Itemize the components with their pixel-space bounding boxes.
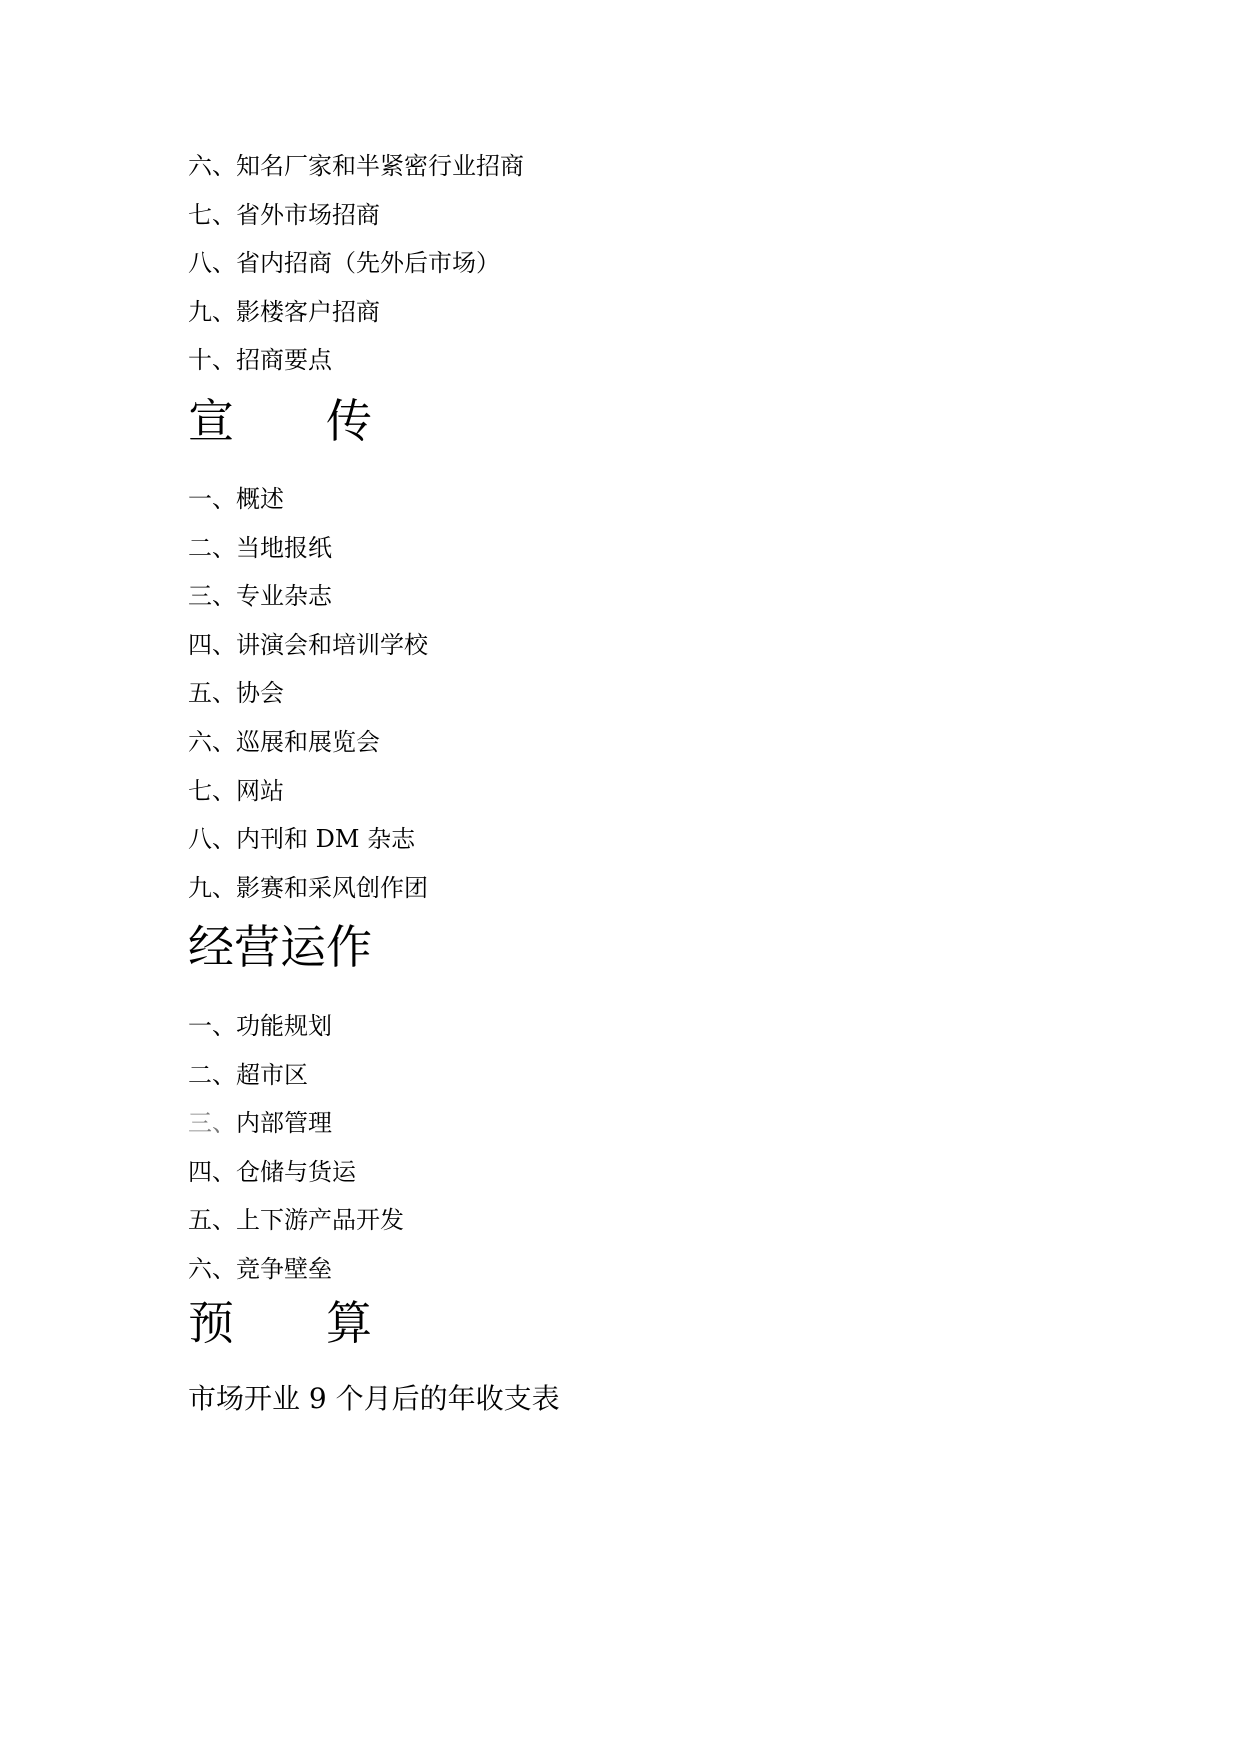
list-item: 六、知名厂家和半紧密行业招商 [188, 152, 524, 180]
investment-list [188, 142, 524, 385]
list-item: 六、巡展和展览会 [188, 727, 380, 756]
list-item: 三、专业杂志 [188, 582, 332, 611]
operations-list [188, 1002, 404, 1294]
list-item: 五、协会 [188, 679, 284, 708]
budget-description: 市场开业 9 个月后的年收支表 [188, 1382, 560, 1415]
list-item: 五、上下游产品开发 [188, 1206, 404, 1235]
list-item: 一、功能规划 [188, 1012, 332, 1040]
list-item: 七、省外市场招商 [188, 200, 380, 229]
list-item: 二、当地报纸 [188, 533, 332, 562]
list-item: 一、概述 [188, 485, 284, 513]
list-item: 二、超市区 [188, 1060, 308, 1089]
list-item: 十、招商要点 [188, 346, 332, 375]
list-item: 六、竞争壁垒 [188, 1254, 332, 1283]
list-item: 七、网站 [188, 776, 284, 805]
list-item: 九、影赛和采风创作团 [188, 873, 428, 902]
publicity-list [188, 475, 428, 912]
list-item: 四、讲演会和培训学校 [188, 630, 428, 659]
list-item: 三、内部管理 [188, 1109, 332, 1138]
list-item: 八、内刊和 DM 杂志 [188, 825, 416, 854]
section-heading-budget: 预算 [188, 1296, 464, 1350]
section-heading-operations: 经营运作 [188, 920, 372, 974]
section-heading-publicity: 宣传 [188, 394, 464, 448]
list-item: 九、影楼客户招商 [188, 297, 380, 326]
list-item: 八、省内招商（先外后市场） [188, 249, 500, 278]
list-item: 四、仓储与货运 [188, 1157, 356, 1186]
